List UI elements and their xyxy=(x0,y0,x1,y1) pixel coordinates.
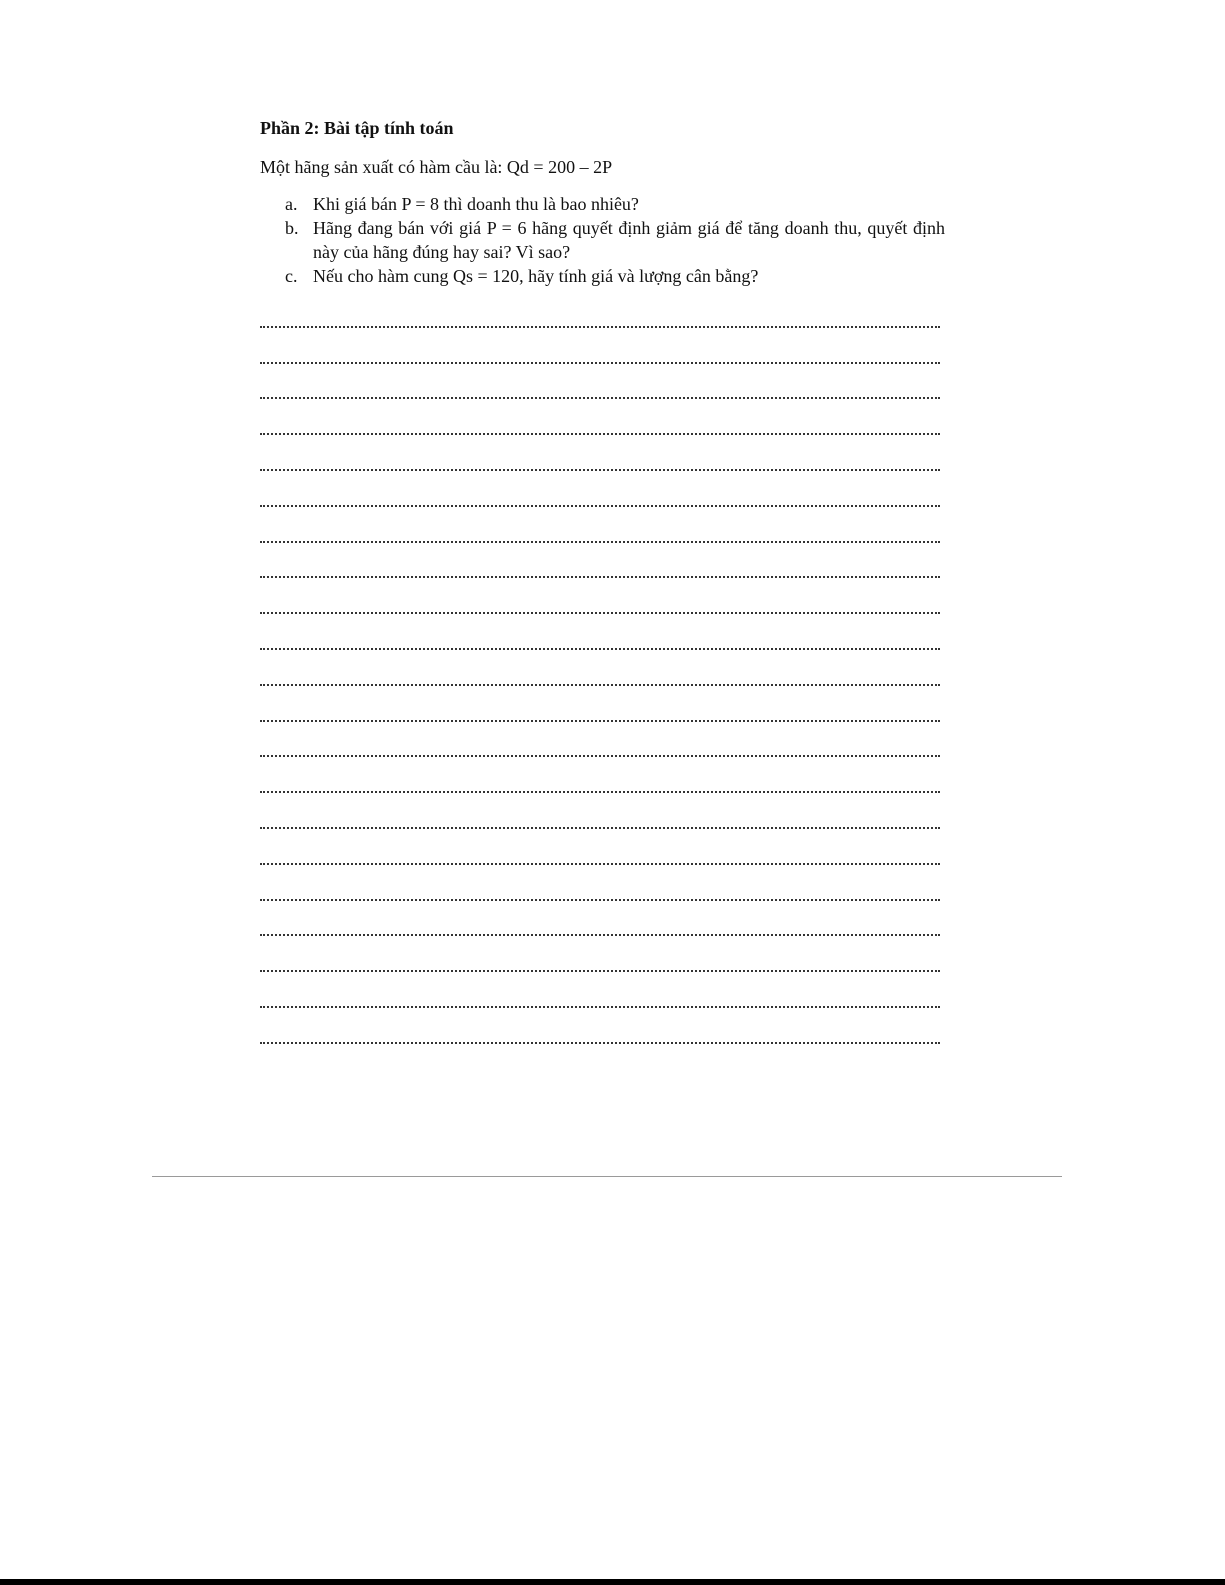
answer-line xyxy=(260,543,940,579)
question-item xyxy=(285,192,945,216)
answer-line xyxy=(260,364,940,400)
answer-line xyxy=(260,936,940,972)
answer-line xyxy=(260,1008,940,1044)
answer-line xyxy=(260,865,940,901)
answer-line xyxy=(260,972,940,1008)
answer-line xyxy=(260,614,940,650)
answer-area xyxy=(260,292,940,1044)
answer-line xyxy=(260,292,940,328)
question-item xyxy=(285,264,945,288)
section-title: Phần 2: Bài tập tính toán xyxy=(260,118,454,138)
answer-line xyxy=(260,686,940,722)
answer-line xyxy=(260,722,940,758)
question-marker: c. xyxy=(285,266,298,286)
answer-line xyxy=(260,471,940,507)
answer-line xyxy=(260,328,940,364)
answer-line xyxy=(260,435,940,471)
question-list xyxy=(285,192,945,288)
question-marker: b. xyxy=(285,218,299,238)
question-item xyxy=(285,216,945,264)
answer-line xyxy=(260,399,940,435)
answer-line xyxy=(260,507,940,543)
answer-line xyxy=(260,650,940,686)
page-bottom-edge xyxy=(0,1579,1225,1585)
question-text: Nếu cho hàm cung Qs = 120, hãy tính giá và lượng cân bằng? xyxy=(313,266,759,286)
answer-line xyxy=(260,901,940,937)
answer-line xyxy=(260,578,940,614)
answer-line xyxy=(260,757,940,793)
answer-line xyxy=(260,793,940,829)
question-marker: a. xyxy=(285,194,298,214)
question-text: Hãng đang bán với giá P = 6 hãng quyết định giảm giá để tăng doanh thu, quyết định này của hãng đúng hay sai? Vì sao? xyxy=(313,218,945,262)
problem-statement: Một hãng sản xuất có hàm cầu là: Qd = 200 – 2P xyxy=(260,157,613,177)
page-footer-divider xyxy=(152,1176,1062,1177)
answer-line xyxy=(260,829,940,865)
question-text: Khi giá bán P = 8 thì doanh thu là bao nhiêu? xyxy=(313,194,639,214)
